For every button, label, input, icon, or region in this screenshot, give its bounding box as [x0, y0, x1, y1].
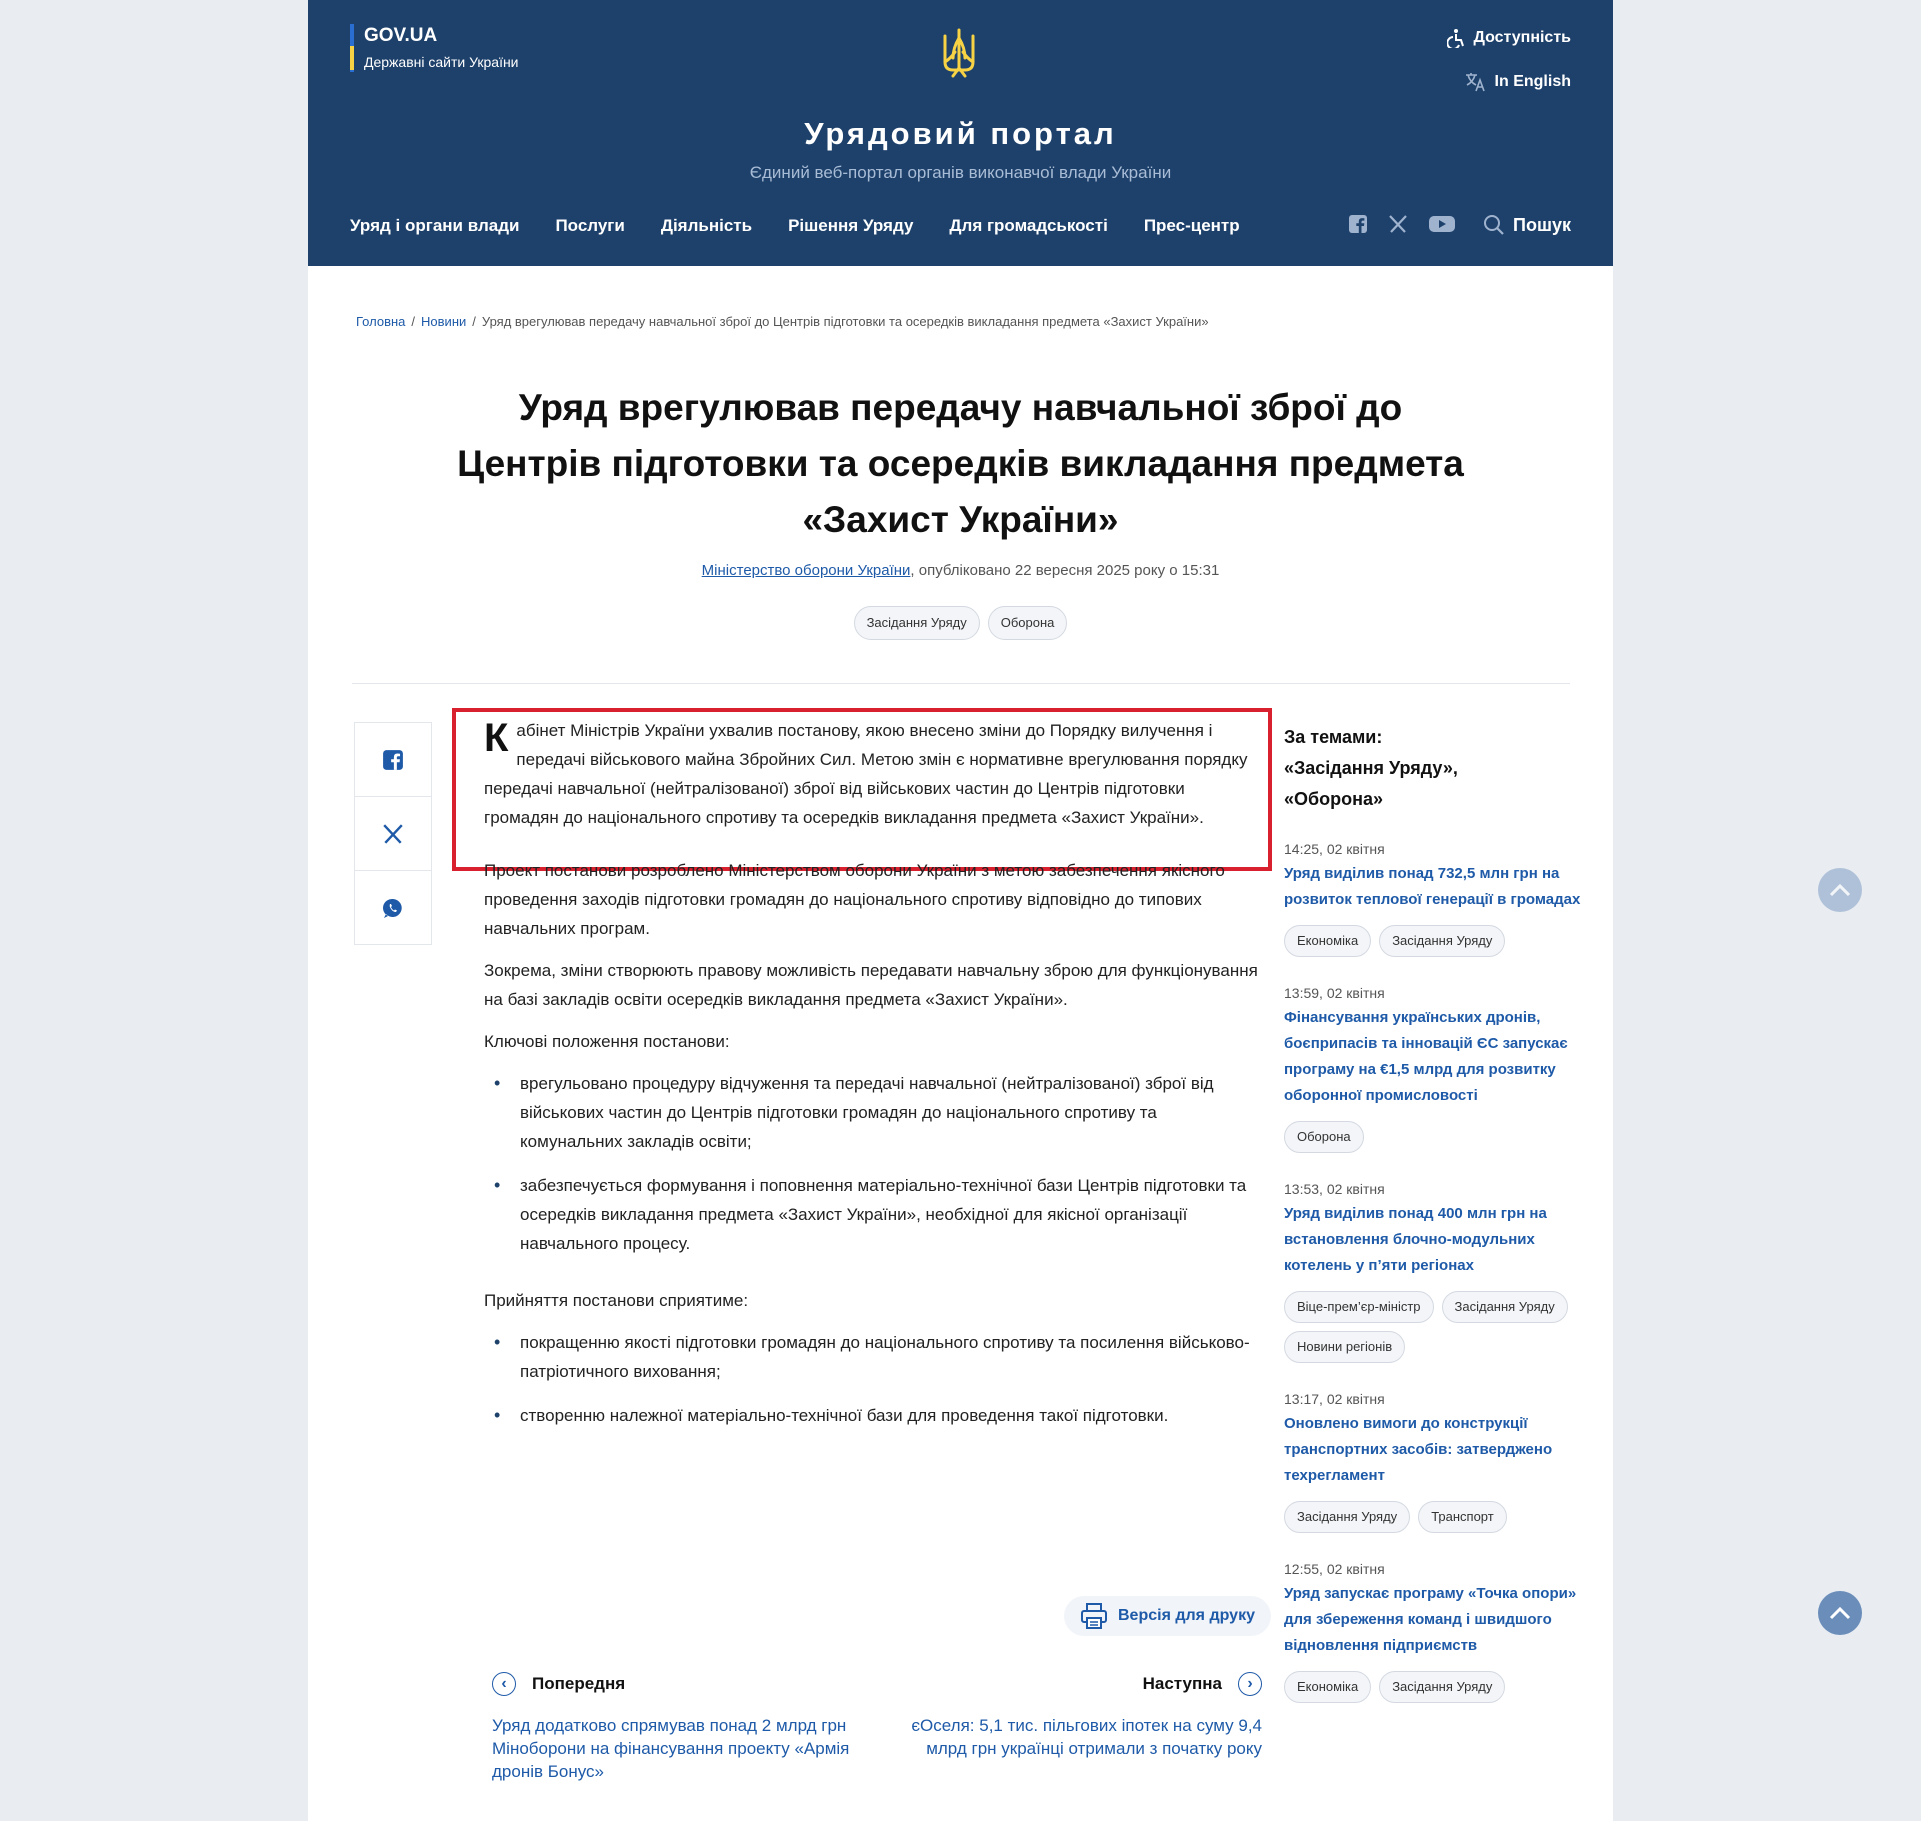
news-tags — [1284, 925, 1584, 957]
news-time: 13:59, 02 квітня — [1284, 985, 1385, 1001]
news-tag[interactable]: Оборона — [1284, 1121, 1364, 1153]
govua-sub: Державні сайти України — [364, 54, 519, 70]
portal-title[interactable]: Урядовий портал — [804, 116, 1117, 151]
news-tag[interactable]: Засідання Уряду — [1379, 925, 1505, 957]
news-tag[interactable]: Засідання Уряду — [1442, 1291, 1568, 1323]
themes-line: «Засідання Уряду», — [1284, 758, 1458, 778]
breadcrumb-current: Уряд врегулював передачу навчальної зброї до Центрів підготовки та осередків викладання предмета «Захист України» — [481, 314, 1209, 329]
news-tags — [1284, 1121, 1584, 1153]
scroll-up-button[interactable] — [1818, 868, 1862, 912]
scroll-up-icon — [1829, 1606, 1851, 1620]
print-label: Версія для друку — [1118, 1607, 1255, 1624]
nav-decisions[interactable]: Рішення Уряду — [788, 216, 914, 235]
themes-line: «Оборона» — [1284, 789, 1384, 809]
article-paragraph: Зокрема, зміни створюють правову можливість передавати навчальну зброю для функціонування на базі закладів освіти осередків викладання предмета «Захист України». — [484, 961, 1258, 1009]
article-paragraph: Ключові положення постанови: — [484, 1032, 730, 1051]
news-time: 12:55, 02 квітня — [1284, 1561, 1385, 1577]
breadcrumb-home[interactable]: Головна — [356, 314, 406, 329]
previous-label: Попередня — [532, 1674, 626, 1693]
scroll-up-icon — [1829, 883, 1851, 897]
news-time: 13:17, 02 квітня — [1284, 1391, 1385, 1407]
accessibility-label: Доступність — [1473, 29, 1571, 46]
article-author-link[interactable]: Міністерство оборони України — [701, 562, 911, 579]
article-title-line: Уряд врегулював передачу навчальної зброї до — [518, 387, 1403, 428]
tag-government-meeting[interactable]: Засідання Уряду — [854, 606, 980, 640]
next-link[interactable]: єОселя: 5,1 тис. пільгових іпотек на суму 9,4 млрд грн українці отримали з початку року — [911, 1716, 1262, 1758]
dropcap: К — [484, 716, 509, 760]
share-x-button[interactable] — [355, 797, 431, 871]
nav-public[interactable]: Для громадськості — [949, 216, 1108, 235]
news-tag[interactable]: Віце-прем’єр-міністр — [1284, 1291, 1434, 1323]
share-panel — [354, 722, 432, 945]
share-whatsapp-button[interactable] — [355, 871, 431, 944]
social-links — [1348, 214, 1456, 234]
article-title-line: «Захист України» — [802, 499, 1119, 540]
youtube-icon[interactable] — [1428, 214, 1456, 234]
sidebar — [1284, 722, 1584, 1729]
article-body — [484, 716, 1260, 1452]
list-item: • покращенню якості підготовки громадян до національного спротиву та посилення військово-патріотичного виховання; — [520, 1328, 1260, 1386]
sidebar-news-item — [1284, 839, 1584, 957]
news-tag[interactable]: Економіка — [1284, 925, 1371, 957]
article-title-line: Центрів підготовки та осередків викладання предмета — [457, 443, 1464, 484]
facebook-icon — [382, 749, 404, 771]
nav-government[interactable]: Уряд і органи влади — [350, 216, 520, 235]
main-nav — [350, 216, 1240, 236]
list-item: • забезпечується формування і поповнення матеріально-технічної бази Центрів підготовки та осередків викладання предмета «Захист України», необхідної для якісної організації навчального процесу. — [520, 1171, 1260, 1258]
news-tags — [1284, 1291, 1584, 1363]
benefits-list — [484, 1328, 1260, 1430]
list-item: • створенню належної матеріально-технічної бази для проведення такої підготовки. — [520, 1401, 1260, 1430]
news-tag[interactable]: Економіка — [1284, 1671, 1371, 1703]
govua-name: GOV.UA — [364, 25, 438, 46]
english-link[interactable] — [1465, 72, 1571, 92]
news-link[interactable]: Уряд виділив понад 732,5 млн грн на розвиток теплової генерації в громадах — [1284, 865, 1581, 908]
arrow-left-icon[interactable]: ‹ — [492, 1672, 516, 1696]
news-time: 14:25, 02 квітня — [1284, 841, 1385, 857]
translate-icon — [1465, 72, 1487, 92]
article-published: , опубліковано 22 вересня 2025 року о 15:31 — [910, 562, 1220, 579]
article-paragraph: Проект постанови розроблено Міністерством оборони України з метою забезпечення якісного проведення заходів підготовки громадян до національного спротиву відповідно до типових навчальних програм. — [484, 861, 1225, 938]
arrow-right-icon[interactable]: › — [1238, 1672, 1262, 1696]
previous-article[interactable] — [492, 1670, 872, 1783]
search-icon — [1483, 214, 1505, 236]
news-link[interactable]: Уряд виділив понад 400 млн грн на встановлення блочно-модульних котелень у п’яти регіонах — [1284, 1205, 1547, 1274]
x-icon[interactable] — [1388, 214, 1408, 234]
key-provisions-list — [484, 1069, 1260, 1258]
breadcrumb — [356, 314, 1209, 329]
breadcrumb-separator: / — [411, 314, 416, 329]
news-link[interactable]: Фінансування українських дронів, боєприпасів та інновацій ЄС запускає програму на €1,5 млрд для розвитку оборонної промисловості — [1284, 1009, 1568, 1104]
list-item: • врегульовано процедуру відчуження та передачі навчальної (нейтралізованої) зброї від військових частин до Центрів підготовки громадян до національного спротиву та комунальних закладів освіти; — [520, 1069, 1260, 1156]
article-title — [408, 380, 1513, 548]
sidebar-news-item — [1284, 1559, 1584, 1703]
article-lead — [484, 716, 1260, 832]
print-version-button[interactable] — [1064, 1596, 1271, 1636]
previous-header — [492, 1670, 872, 1698]
site-header — [308, 0, 1613, 266]
article-meta — [308, 562, 1613, 579]
news-link[interactable]: Оновлено вимоги до конструкції транспортних засобів: затверджено техрегламент — [1284, 1415, 1553, 1484]
news-tag[interactable]: Транспорт — [1418, 1501, 1507, 1533]
share-facebook-button[interactable] — [355, 723, 431, 797]
news-tag[interactable]: Новини регіонів — [1284, 1331, 1405, 1363]
accessibility-icon — [1447, 28, 1465, 48]
nav-services[interactable]: Послуги — [555, 216, 625, 235]
sidebar-themes — [1284, 722, 1584, 815]
sidebar-news-item — [1284, 1389, 1584, 1533]
news-tags — [1284, 1501, 1584, 1533]
article-tags — [308, 606, 1613, 640]
english-label: In English — [1494, 73, 1571, 90]
news-tag[interactable]: Засідання Уряду — [1379, 1671, 1505, 1703]
trident-icon[interactable] — [939, 28, 979, 80]
breadcrumb-separator: / — [472, 314, 476, 329]
print-icon — [1080, 1603, 1108, 1629]
search-button[interactable] — [1483, 214, 1571, 236]
portal-subtitle: Єдиний веб-портал органів виконавчої влади України — [749, 163, 1172, 182]
next-article[interactable] — [878, 1670, 1262, 1760]
nav-activity[interactable]: Діяльність — [660, 216, 753, 235]
x-icon — [382, 823, 404, 845]
news-time: 13:53, 02 квітня — [1284, 1181, 1385, 1197]
scroll-up-button[interactable] — [1818, 1591, 1862, 1635]
breadcrumb-news[interactable]: Новини — [421, 314, 467, 329]
govua-link[interactable] — [350, 24, 519, 72]
article-lead-text: абінет Міністрів України ухвалив постанову, якою внесено зміни до Порядку вилучення і передачі військового майна Збройних Сил. Метою змін є нормативне врегулювання порядку передачі навчальної (нейтралізованої) зброї від військових частин до Центрів підготовки громадян до національного спротиву та осередків викладання предмета «Захист України». — [484, 721, 1248, 827]
nav-press[interactable]: Прес-центр — [1143, 216, 1240, 235]
whatsapp-icon — [382, 897, 404, 919]
divider — [352, 683, 1570, 684]
news-link[interactable]: Уряд запускає програму «Точка опори» для збереження команд і швидшого відновлення підприємств — [1284, 1585, 1577, 1654]
news-tag[interactable]: Засідання Уряду — [1284, 1501, 1410, 1533]
next-header — [878, 1670, 1262, 1698]
previous-link[interactable]: Уряд додатково спрямував понад 2 млрд грн Міноборони на фінансування проекту «Армія дронів Бонус» — [492, 1716, 850, 1781]
news-tags — [1284, 1671, 1584, 1703]
themes-line: За темами: — [1284, 727, 1383, 747]
accessibility-link[interactable] — [1447, 28, 1571, 48]
tag-defense[interactable]: Оборона — [988, 606, 1068, 640]
search-label: Пошук — [1513, 214, 1571, 235]
article-paragraph: Прийняття постанови сприятиме: — [484, 1291, 749, 1310]
sidebar-news-item — [1284, 983, 1584, 1153]
next-label: Наступна — [1142, 1674, 1222, 1693]
facebook-icon[interactable] — [1348, 214, 1368, 234]
page — [308, 0, 1613, 1821]
sidebar-news-item — [1284, 1179, 1584, 1363]
